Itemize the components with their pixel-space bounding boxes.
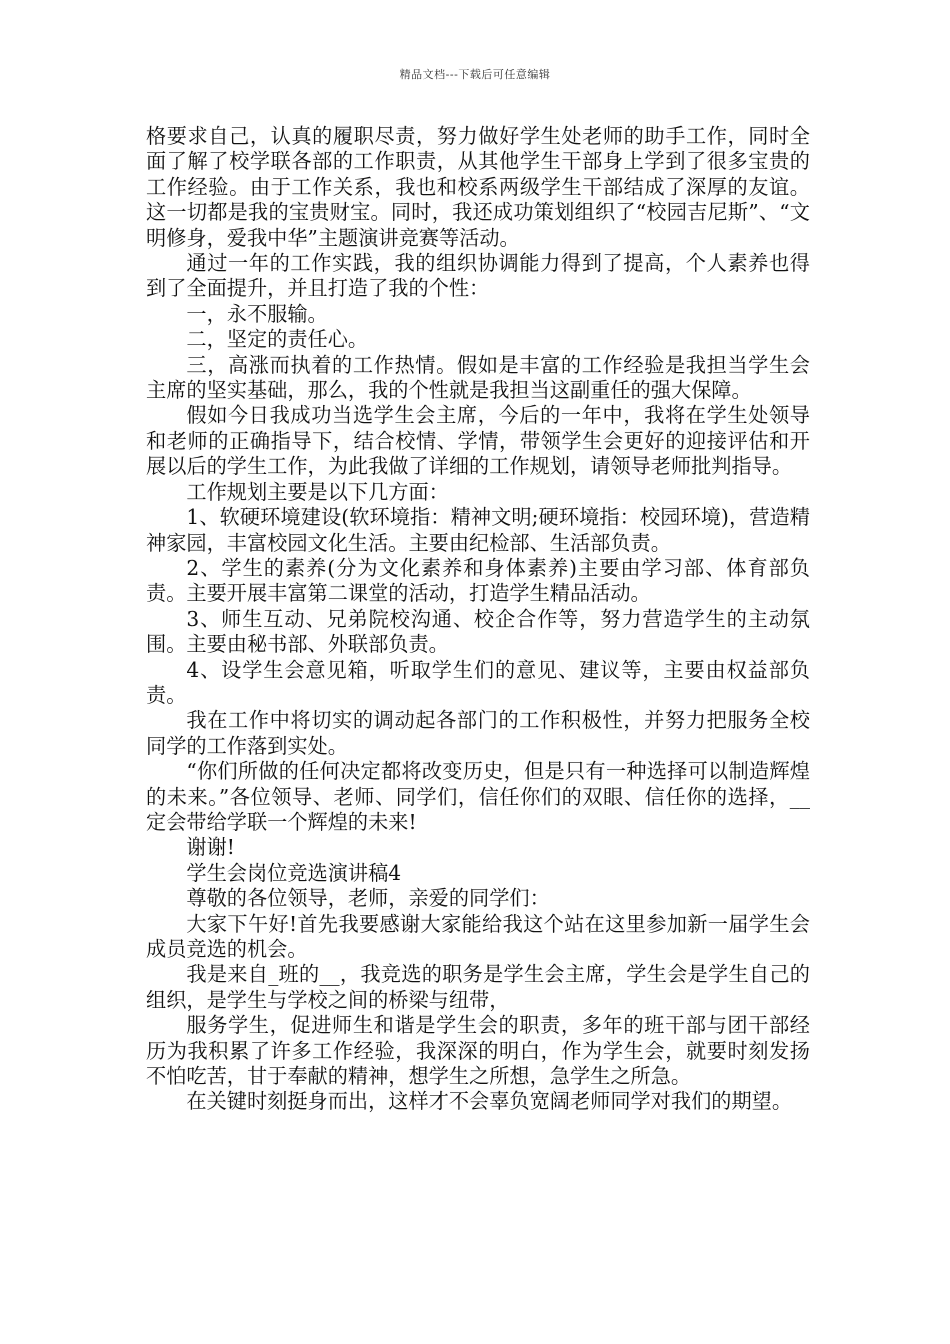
paragraph: 服务学生，促进师生和谐是学生会的职责，多年的班干部与团干部经历为我积累了许多工作经验，我深深的明白，作为学生会，就要时刻发扬不怕吃苦，甘于奉献的精神，想学生之所想，急学生之所急。 [146,1013,810,1089]
paragraph: 我是来自_班的__，我竞选的职务是学生会主席，学生会是学生自己的组织，是学生与学校之间的桥梁与纽带， [146,962,810,1012]
paragraph: 谢谢! [186,835,235,860]
section-title: 学生会岗位竞选演讲稿4 [186,860,402,885]
paragraph: 一，永不服输。 [186,301,328,326]
paragraph: 假如今日我成功当选学生会主席，今后的一年中，我将在学生处领导和老师的正确指导下，结合校情、学情，带领学生会更好的迎接评估和开展以后的学生工作，为此我做了详细的工作规划，请领导老师批判指导。 [146,403,810,479]
paragraph: 我在工作中将切实的调动起各部门的工作积极性，并努力把服务全校同学的工作落到实处。 [146,708,810,758]
paragraph: 格要求自己，认真的履职尽责，努力做好学生处老师的助手工作，同时全面了解了校学联各部的工作职责，从其他学生干部身上学到了很多宝贵的工作经验。由于工作关系，我也和校系两级学生干部结成了深厚的友谊。这一切都是我的宝贵财宝。同时，我还成功策划组织了“校园吉尼斯”、“文明修身，爱我中华”主题演讲竞赛等活动。 [146,124,810,250]
salutation: 尊敬的各位领导，老师，亲爱的同学们： [186,886,550,911]
paragraph: 大家下午好!首先我要感谢大家能给我这个站在这里参加新一届学生会成员竞选的机会。 [146,911,810,961]
page-header: 精品文档---下载后可任意编辑 [399,68,551,81]
paragraph: 三，高涨而执着的工作热情。假如是丰富的工作经验是我担当学生会主席的坚实基础，那么，我的个性就是我担当这副重任的强大保障。 [146,352,810,403]
paragraph: 通过一年的工作实践，我的组织协调能力得到了提高，个人素养也得到了全面提升，并且打造了我的个性： [146,251,810,301]
paragraph: 工作规划主要是以下几方面： [186,479,449,504]
paragraph: 4、设学生会意见箱，听取学生们的意见、建议等，主要由权益部负责。 [146,657,810,707]
paragraph: 1、软硬环境建设(软环境指：精神文明;硬环境指：校园环境)，营造精神家园，丰富校园文化生活。主要由纪检部、生活部负责。 [146,505,810,555]
paragraph: 2、学生的素养(分为文化素养和身体素养)主要由学习部、体育部负责。主要开展丰富第二课堂的活动，打造学生精品活动。 [146,555,810,606]
document-body [146,124,810,1115]
paragraph: 二，坚定的责任心。 [186,327,369,352]
paragraph: 3、师生互动、兄弟院校沟通、校企合作等，努力营造学生的主动氛围。主要由秘书部、外联部负责。 [146,606,810,657]
paragraph: “你们所做的任何决定都将改变历史，但是只有一种选择可以制造辉煌的未来。”各位领导、老师、同学们，信任你们的双眼、信任你的选择，__定会带给学联一个辉煌的未来! [146,759,810,834]
paragraph: 在关键时刻挺身而出，这样才不会辜负宽阔老师同学对我们的期望。 [186,1089,793,1114]
